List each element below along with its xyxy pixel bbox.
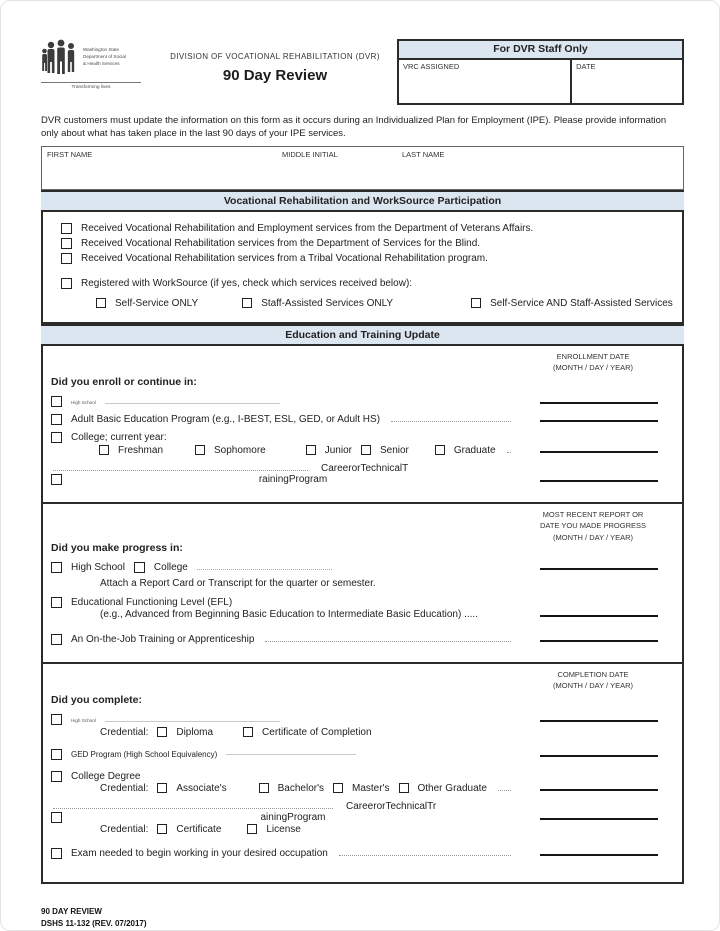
ws-option-self-service: Self-Service ONLY — [115, 297, 199, 309]
checkbox-exam[interactable] — [51, 848, 62, 859]
worksource-row — [61, 278, 674, 289]
participation-row-tribal — [61, 253, 674, 264]
logo-top — [41, 39, 153, 79]
date-line-wrap — [524, 755, 674, 760]
complete-row-ged — [51, 749, 674, 760]
dotted-leader — [339, 855, 511, 856]
checkbox-progress-high-school[interactable] — [51, 562, 62, 573]
abe-label: Adult Basic Education Program (e.g., I-BEST, ESL, GED, or Adult HS) — [71, 413, 381, 425]
year-sophomore: Sophomore — [214, 444, 266, 456]
ws-option-self-and-staff: Self-Service AND Staff-Assisted Services — [490, 297, 673, 309]
checkbox-self-service-only[interactable] — [96, 298, 106, 308]
participation-label-va: Received Vocational Rehabilitation and Employment services from the Department of Veterans Affairs. — [81, 222, 534, 234]
checkbox-senior[interactable] — [361, 445, 371, 455]
masters-label: Master's — [352, 782, 390, 794]
progress-date-write-line[interactable] — [540, 615, 658, 617]
participation-label-blind: Received Vocational Rehabilitation services from the Department of Services for the Blind. — [81, 237, 481, 249]
checkbox-ged[interactable] — [51, 749, 62, 760]
checkbox-masters[interactable] — [333, 783, 343, 793]
write-in-line[interactable] — [105, 403, 280, 404]
checkbox-adult-basic-education[interactable] — [51, 414, 62, 425]
college-degree-label: College Degree — [71, 770, 141, 782]
complete-career-row2 — [51, 812, 674, 823]
worksource-label: Registered with WorkSource (if yes, check which services received below): — [81, 277, 413, 289]
completion-date-write-line[interactable] — [540, 789, 658, 791]
complete-subsection — [43, 662, 682, 882]
vrc-assigned-field[interactable]: VRC ASSIGNED — [399, 60, 572, 104]
logo-brand: Washington State — [83, 47, 120, 52]
certificate-of-completion-label: Certificate of Completion — [262, 726, 372, 738]
enroll-high-school-tiny-label: High School — [71, 400, 96, 406]
title-block — [153, 39, 397, 84]
checkbox-bachelors[interactable] — [259, 783, 269, 793]
exam-label: Exam needed to begin working in your desired occupation — [71, 847, 328, 859]
checkbox-complete-career-technical[interactable] — [51, 812, 62, 823]
enroll-row-abe — [51, 414, 674, 425]
completion-date-write-line[interactable] — [540, 854, 658, 856]
date-line-wrap — [524, 568, 674, 573]
certificate-label: Certificate — [176, 823, 222, 835]
cert-credential-row — [100, 824, 674, 835]
footer-form-number: DSHS 11-132 (REV. 07/2017) — [41, 919, 147, 929]
hs-credential-row — [100, 727, 674, 738]
progress-date-line2: DATE YOU MADE PROGRESS — [540, 521, 646, 531]
instructions-text: DVR customers must update the information on this form as it occurs during an Individualized Plan for Employment (IPE). Please provide information only about what has taken place in the last 90 days of your IPE services. — [41, 115, 667, 140]
checkbox-tribal-vr[interactable] — [61, 253, 72, 264]
date-line-wrap — [524, 789, 674, 794]
completion-date-line1: COMPLETION DATE — [557, 669, 629, 679]
progress-row-efl2 — [100, 609, 674, 620]
completion-date-write-line[interactable] — [540, 720, 658, 722]
career-technical-line2: rainingProgram — [258, 473, 328, 485]
completion-date-write-line[interactable] — [540, 755, 658, 757]
checkbox-progress-college[interactable] — [134, 562, 145, 573]
date-line-wrap — [524, 818, 674, 823]
enroll-row-high-school — [51, 396, 674, 407]
progress-date-write-line[interactable] — [540, 640, 658, 642]
checkbox-certificate[interactable] — [157, 824, 167, 834]
enrollment-date-write-line[interactable] — [540, 480, 658, 482]
completion-date-header — [508, 669, 678, 692]
date-line-wrap — [524, 615, 674, 620]
checkbox-sophomore[interactable] — [195, 445, 205, 455]
checkbox-complete-high-school[interactable] — [51, 714, 62, 725]
checkbox-college-degree[interactable] — [51, 771, 62, 782]
enrollment-date-write-line[interactable] — [540, 451, 658, 453]
efl-label: Educational Functioning Level (EFL) — [71, 596, 233, 608]
career-technical-row1 — [51, 463, 674, 474]
dvr-staff-only-box — [397, 39, 684, 105]
enrollment-date-write-line[interactable] — [540, 420, 658, 422]
form-content — [41, 39, 684, 931]
credential-label: Credential: — [100, 823, 149, 835]
completion-date-line2: (MONTH / DAY / YEAR) — [552, 681, 633, 691]
form-header — [41, 39, 684, 105]
enroll-subsection — [43, 346, 682, 502]
participation-label-tribal: Received Vocational Rehabilitation services from a Tribal Vocational Rehabilitation program. — [81, 252, 488, 264]
credential-label: Credential: — [100, 726, 149, 738]
enroll-heading: Did you enroll or continue in: — [51, 375, 197, 388]
write-in-line[interactable] — [105, 721, 280, 722]
efl-example-label: (e.g., Advanced from Beginning Basic Education to Intermediate Basic Education) ..... — [100, 608, 478, 620]
license-label: License — [266, 823, 301, 835]
attach-note: Attach a Report Card or Transcript for the quarter or semester. — [100, 577, 376, 589]
other-graduate-label: Other Graduate — [417, 782, 487, 794]
last-name-field[interactable]: LAST NAME — [402, 149, 445, 159]
progress-date-line1: MOST RECENT REPORT OR — [542, 509, 644, 519]
complete-career-line1: CareerorTechnicalTr — [346, 800, 437, 812]
dotted-leader — [53, 808, 333, 809]
ojt-label: An On-the-Job Training or Apprenticeship — [71, 633, 255, 645]
checkbox-license[interactable] — [247, 824, 257, 834]
enrollment-date-write-line[interactable] — [540, 402, 658, 404]
complete-career-line2: ainingProgram — [260, 811, 326, 823]
checkbox-enroll-high-school[interactable] — [51, 396, 62, 407]
staff-date-field[interactable]: DATE — [576, 62, 596, 71]
checkbox-va-services[interactable] — [61, 223, 72, 234]
enrollment-date-line2: (MONTH / DAY / YEAR) — [552, 363, 633, 373]
worksource-options-row — [96, 298, 674, 309]
enroll-row-college — [51, 432, 674, 443]
bachelors-label: Bachelor's — [277, 782, 325, 794]
dotted-leader — [391, 421, 511, 422]
diploma-label: Diploma — [176, 726, 214, 738]
checkbox-certificate-of-completion[interactable] — [243, 727, 253, 737]
progress-row-school — [51, 562, 674, 573]
date-line-wrap — [524, 640, 674, 645]
ws-option-staff-assisted: Staff-Assisted Services ONLY — [261, 297, 394, 309]
footer-form-name: 90 DAY REVIEW — [41, 906, 102, 916]
logo-dept-line1: Department of Social — [83, 53, 126, 59]
checkbox-graduate[interactable] — [435, 445, 445, 455]
staff-box-cells — [399, 60, 682, 104]
checkbox-efl[interactable] — [51, 597, 62, 608]
progress-date-write-line[interactable] — [540, 568, 658, 570]
enrollment-date-header — [508, 351, 678, 374]
checkbox-self-and-staff[interactable] — [471, 298, 481, 308]
date-line-wrap — [524, 420, 674, 425]
complete-high-school-tiny-label: High School — [71, 718, 96, 724]
checkbox-staff-assisted-only[interactable] — [242, 298, 252, 308]
participation-box — [41, 212, 684, 324]
dotted-leader — [53, 470, 308, 471]
progress-date-header — [508, 509, 678, 544]
write-in-line[interactable] — [226, 754, 356, 755]
complete-row-high-school — [51, 714, 674, 725]
dotted-leader — [265, 641, 511, 642]
year-freshman: Freshman — [118, 444, 164, 456]
complete-heading: Did you complete: — [51, 693, 143, 706]
date-line-wrap — [524, 402, 674, 407]
progress-heading: Did you make progress in: — [51, 541, 183, 554]
year-graduate: Graduate — [453, 444, 496, 456]
form-title: 90 Day Review — [222, 67, 328, 84]
progress-date-line3: (MONTH / DAY / YEAR) — [552, 532, 633, 542]
logo-tagline: Transforming lives — [41, 82, 141, 90]
participation-row-blind — [61, 238, 674, 249]
college-label: College; current year: — [71, 431, 167, 443]
education-section-header: Education and Training Update — [41, 324, 684, 346]
progress-row-efl — [51, 597, 674, 608]
complete-career-row1 — [51, 801, 674, 812]
complete-row-exam — [51, 848, 674, 859]
progress-subsection — [43, 502, 682, 662]
first-name-field[interactable]: FIRST NAME — [47, 149, 93, 159]
checkbox-worksource[interactable] — [61, 278, 72, 289]
credential-label: Credential: — [100, 782, 149, 794]
enrollment-date-line1: ENROLLMENT DATE — [556, 351, 630, 361]
staff-box-title: For DVR Staff Only — [399, 41, 682, 60]
checkbox-services-blind[interactable] — [61, 238, 72, 249]
ged-label: GED Program (High School Equivalency) — [71, 749, 218, 759]
date-line-wrap — [524, 854, 674, 859]
dotted-leader — [507, 452, 511, 453]
complete-row-college-degree — [51, 771, 674, 782]
progress-college-label: College — [153, 561, 188, 573]
participation-row-va — [61, 223, 674, 234]
career-technical-line1: CareerorTechnicalT — [321, 462, 409, 474]
logo-dept-line2: & Health Services — [83, 60, 120, 66]
form-footer — [41, 906, 684, 931]
completion-date-write-line[interactable] — [540, 818, 658, 820]
degree-credential-row — [100, 783, 674, 794]
checkbox-junior[interactable] — [306, 445, 316, 455]
checkbox-ojt-apprenticeship[interactable] — [51, 634, 62, 645]
date-line-wrap — [524, 451, 674, 456]
checkbox-college[interactable] — [51, 432, 62, 443]
checkbox-freshman[interactable] — [99, 445, 109, 455]
checkbox-associates[interactable] — [157, 783, 167, 793]
name-box — [41, 146, 684, 190]
education-box — [41, 346, 684, 884]
middle-initial-field[interactable]: MIDDLE INITIAL — [282, 149, 338, 159]
dotted-leader — [498, 790, 511, 791]
checkbox-diploma[interactable] — [157, 727, 167, 737]
participation-section-header: Vocational Rehabilitation and WorkSource Participation — [41, 190, 684, 212]
division-title: DIVISION OF VOCATIONAL REHABILITATION (DVR) — [170, 52, 380, 61]
progress-high-school-label: High School — [71, 561, 125, 573]
date-line-wrap — [524, 480, 674, 485]
college-year-row — [99, 445, 674, 456]
dotted-leader — [197, 569, 332, 570]
checkbox-other-graduate[interactable] — [399, 783, 409, 793]
people-logo-icon — [41, 39, 79, 79]
dshs-logo — [41, 39, 153, 90]
date-line-wrap — [524, 720, 674, 725]
associates-label: Associate's — [176, 782, 227, 794]
career-technical-row2 — [51, 474, 674, 485]
progress-row-ojt — [51, 634, 674, 645]
logo-text — [83, 39, 126, 68]
year-junior: Junior — [324, 444, 352, 456]
checkbox-career-technical-training[interactable] — [51, 474, 62, 485]
year-senior: Senior — [379, 444, 409, 456]
